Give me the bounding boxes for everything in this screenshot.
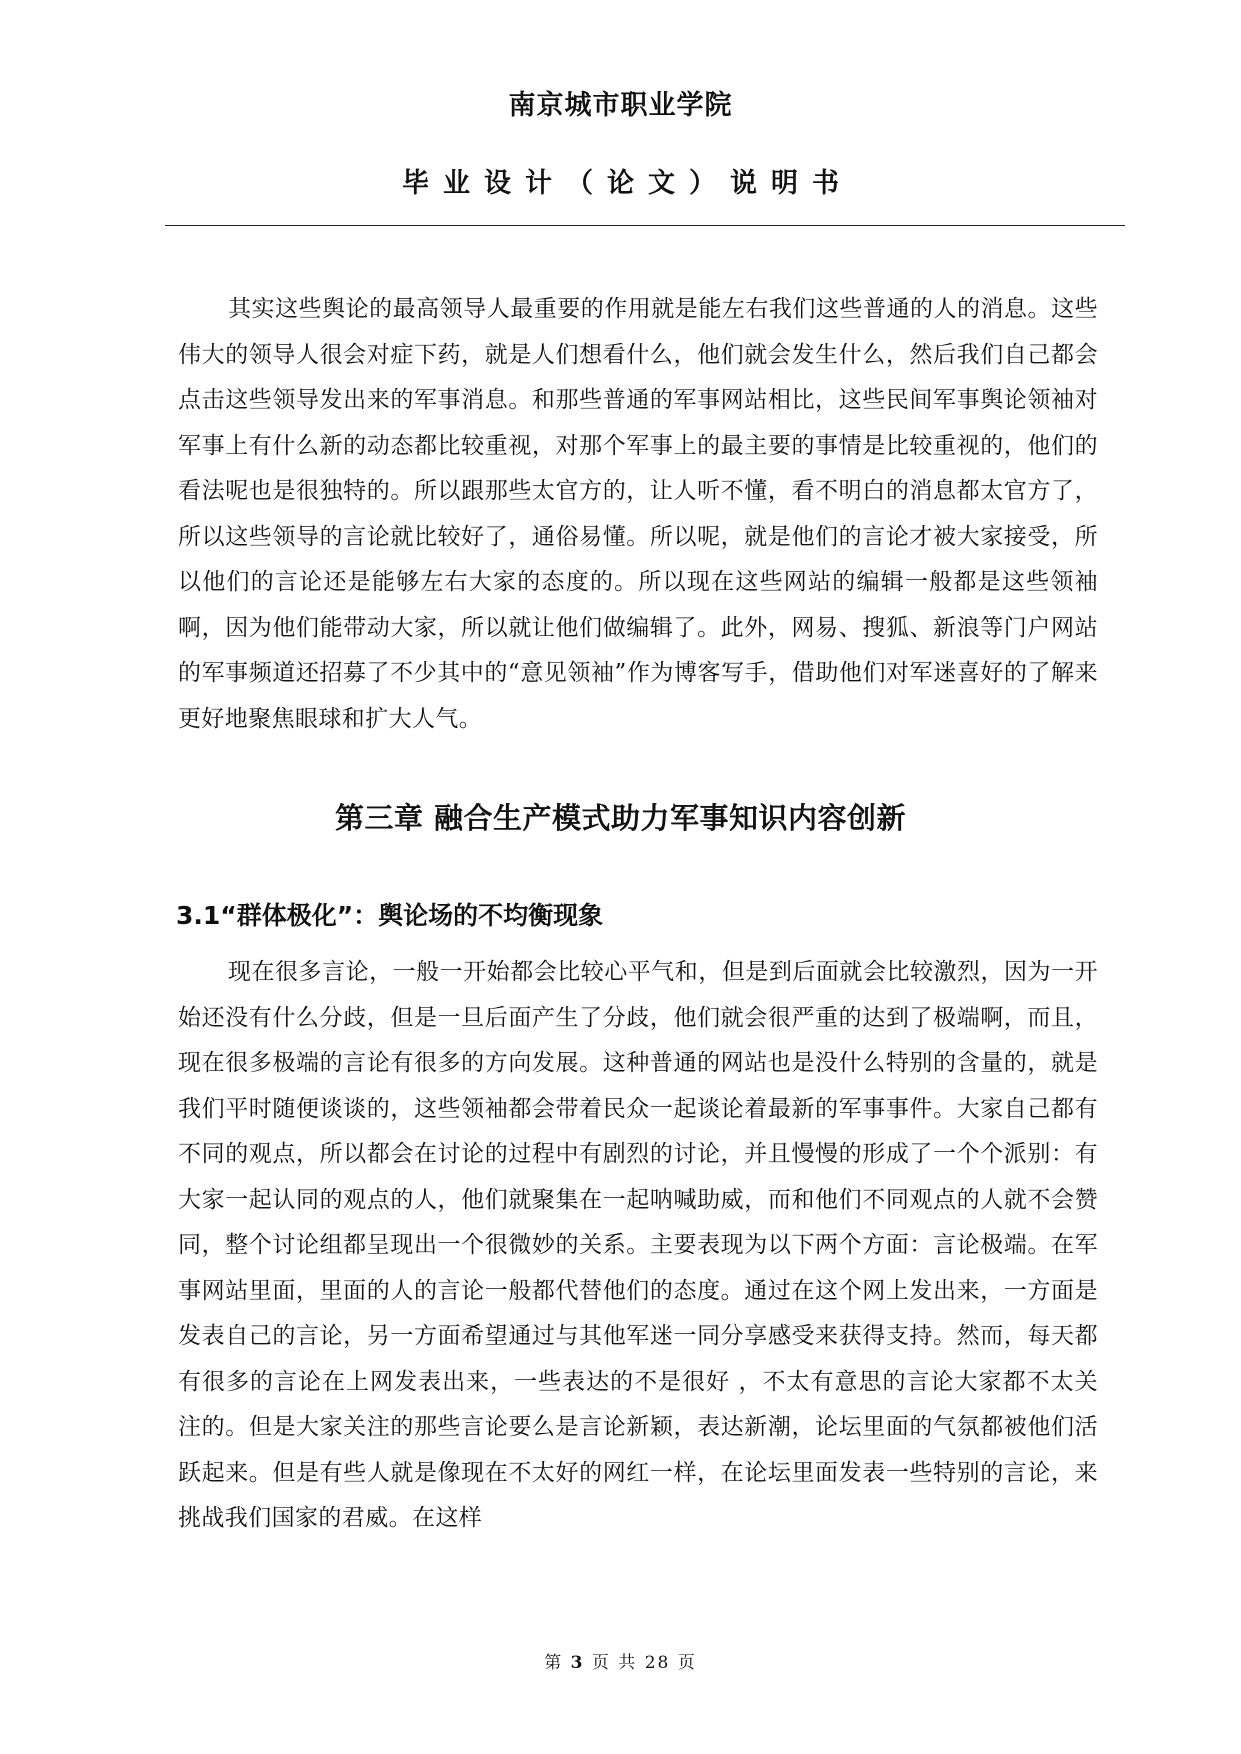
total-pages-number: 28: [644, 1653, 671, 1673]
document-type: 毕业设计（论文）说明书: [402, 168, 853, 199]
footer-suffix: 页: [677, 1653, 697, 1673]
footer-prefix: 第: [544, 1653, 564, 1673]
school-name: 南京城市职业学院: [508, 90, 733, 121]
chapter-title: 第三章 融合生产模式助力军事知识内容创新: [334, 801, 907, 835]
section-title: 3.1“群体极化”：舆论场的不均衡现象: [176, 901, 604, 930]
footer-middle: 页 共: [591, 1653, 638, 1673]
header-divider: [165, 225, 1125, 226]
body-paragraph: 其实这些舆论的最高领导人最重要的作用就是能左右我们这些普通的人的消息。这些伟大的领导人很会对症下药，就是人们想看什么，他们就会发生什么，然后我们自己都会点击这些领导发出来的军事消息。和那些普通的军事网站相比，这些民间军事舆论领袖对军事上有什么新的动态都比较重视，对那个军事上的最主要的事情是比较重视的，他们的看法呢也是很独特的。所以跟那些太官方的，让人听不懂，看不明白的消息都太官方了，所以这些领导的言论就比较好了，通俗易懂。所以呢，就是他们的言论才被大家接受，所以他们的言论还是能够左右大家的态度的。所以现在这些网站的编辑一般都是这些领袖啊，因为他们能带动大家，所以就让他们做编辑了。此外，网易、搜狐、新浪等门户网站的军事频道还招募了不少其中的“意见领袖”作为博客写手，借助他们对军迷喜好的了解来更好地聚焦眼球和扩大人气。: [178, 296, 1098, 732]
page-footer: [0, 1651, 1241, 1675]
current-page-number: 3: [570, 1653, 585, 1673]
body-paragraph: 现在很多言论，一般一开始都会比较心平气和，但是到后面就会比较激烈，因为一开始还没有什么分歧，但是一旦后面产生了分歧，他们就会很严重的达到了极端啊，而且，现在很多极端的言论有很多的方向发展。这种普通的网站也是没什么特别的含量的，就是我们平时随便谈谈的，这些领袖都会带着民众一起谈论着最新的军事事件。大家自己都有不同的观点，所以都会在讨论的过程中有剧烈的讨论，并且慢慢的形成了一个个派别：有大家一起认同的观点的人，他们就聚集在一起呐喊助威，而和他们不同观点的人就不会赞同，整个讨论组都呈现出一个很微妙的关系。主要表现为以下两个方面：言论极端。在军事网站里面，里面的人的言论一般都代替他们的态度。通过在这个网上发出来，一方面是发表自己的言论，另一方面希望通过与其他军迷一同分享感受来获得支持。然而，每天都有很多的言论在上网发表出来，一些表达的不是很好 ，不太有意思的言论大家都不太关注的。但是大家关注的那些言论要么是言论新颖，表达新潮，论坛里面的气氛都被他们活跃起来。但是有些人就是像现在不太好的网红一样，在论坛里面发表一些特别的言论，来挑战我们国家的君威。在这样: [178, 959, 1098, 1531]
